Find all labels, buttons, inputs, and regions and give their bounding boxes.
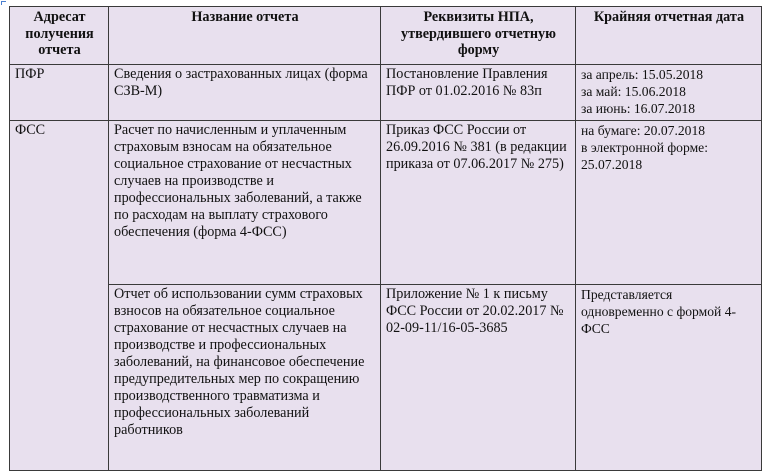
cell-recipient: ФСС: [10, 121, 109, 471]
cell-npa: Приложение № 1 к письму ФСС России от 20.02.2017 № 02-09-11/16-05-3685: [381, 285, 576, 471]
cell-deadline: [576, 121, 762, 285]
deadline-line: за апрель: 15.05.2018: [581, 67, 704, 82]
header-recipient: Адресат получения отчета: [10, 7, 109, 65]
deadline-line: Представляется одновременно с формой 4-ФСС: [581, 287, 737, 336]
cell-report: Сведения о застрахованных лицах (форма СЗВ-М): [109, 65, 381, 121]
table-header-row: [10, 7, 762, 65]
header-report: Название отчета: [109, 7, 381, 65]
deadline-line: за май: 15.06.2018: [581, 84, 686, 99]
cell-deadline: [576, 65, 762, 121]
table-move-handle-icon[interactable]: [0, 0, 9, 6]
table-row: [10, 285, 762, 471]
deadline-line: в электронной форме: 25.07.2018: [581, 140, 708, 172]
cell-recipient: ПФР: [10, 65, 109, 121]
cell-report: Отчет об использовании сумм страховых взносов на обязательное социальное страхование от несчастных случаев на производстве и профессиональных заболеваний, на финансовое обеспечение предупредительных мер по сокращению производственного травматизма и профессиональных заболеваний работников: [109, 285, 381, 471]
cell-npa: Приказ ФСС России от 26.09.2016 № 381 (в редакции приказа от 07.06.2017 № 275): [381, 121, 576, 285]
reports-table: [9, 6, 762, 471]
table-row: [10, 65, 762, 121]
deadline-line: на бумаге: 20.07.2018: [581, 123, 706, 138]
cell-report: Расчет по начисленным и уплаченным страховым взносам на обязательное социальное страхование от несчастных случаев на производстве и профессиональных заболеваний, а также по расходам на выплату страхового обеспечения (форма 4-ФСС): [109, 121, 381, 285]
cell-deadline: [576, 285, 762, 471]
header-npa: Реквизиты НПА, утвердившего отчетную форму: [381, 7, 576, 65]
header-deadline: Крайняя отчетная дата: [576, 7, 762, 65]
deadline-line: за июнь: 16.07.2018: [581, 101, 696, 116]
cell-npa: Постановление Правления ПФР от 01.02.2016 № 83п: [381, 65, 576, 121]
table-row: [10, 121, 762, 285]
